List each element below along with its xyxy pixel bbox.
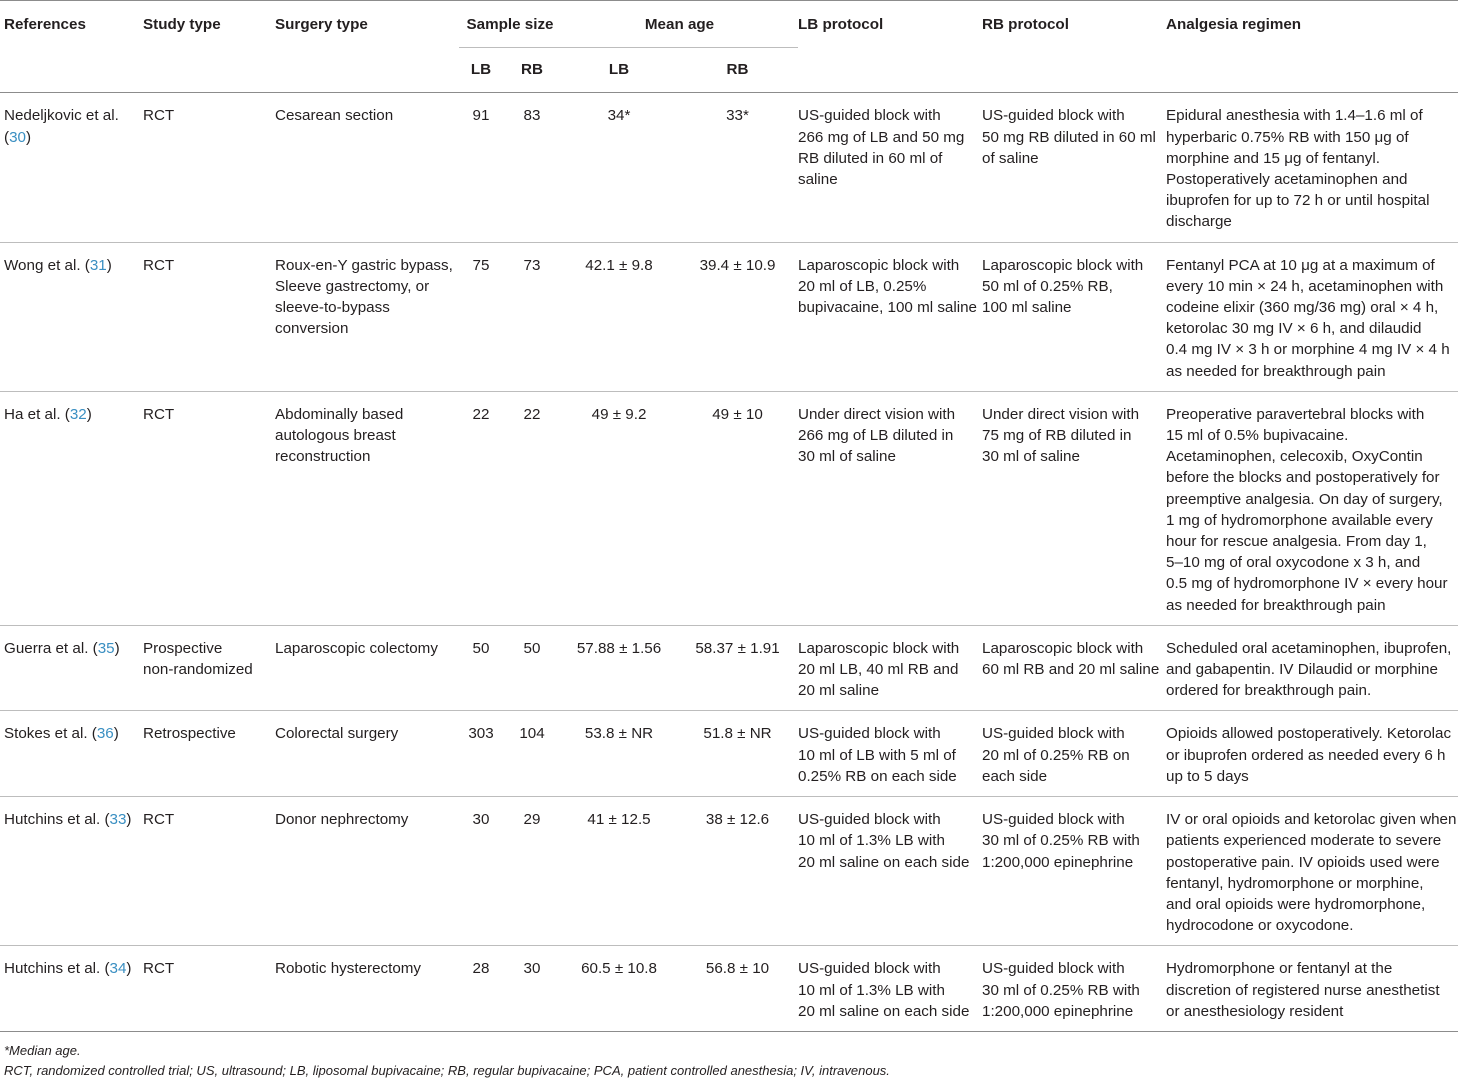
sample-rb-cell: 104 xyxy=(519,725,545,743)
age-rb-cell: 38 ± 12.6 xyxy=(705,811,770,829)
reference-cell xyxy=(0,797,143,946)
sample-rb-cell: 50 xyxy=(523,639,541,657)
reference-cell xyxy=(0,711,143,797)
study-type-cell: RCT xyxy=(143,107,175,125)
reference-link[interactable]: 33 xyxy=(109,811,127,829)
header-lb-protocol: LB protocol xyxy=(798,16,884,33)
age-rb-cell: 49 ± 10 xyxy=(712,405,763,423)
surgery-type-cell: Roux-en-Y gastric bypass, Sleeve gastrectomy, or sleeve-to-bypass conversion xyxy=(275,256,453,338)
analgesia-cell: Epidural anesthesia with 1.4–1.6 ml of hyperbaric 0.75% RB with 150 μg of morphine and 15 μg of fentanyl. Postoperatively acetaminophen and ibuprofen for up to 72 h or until hospital discharge xyxy=(1166,107,1430,231)
footnote-median: *Median age. xyxy=(4,1042,81,1058)
surgery-type-cell: Donor nephrectomy xyxy=(275,811,409,829)
rb-protocol-cell: Laparoscopic block with 60 ml RB and 20 ml saline xyxy=(982,639,1160,679)
reference-name: Stokes et al. ( xyxy=(4,725,97,743)
analgesia-cell: Hydromorphone or fentanyl at the discretion of registered nurse anesthetist or anesthesiology resident xyxy=(1166,960,1440,1020)
lb-protocol-cell: Laparoscopic block with 20 ml LB, 40 ml RB and 20 ml saline xyxy=(798,639,960,700)
table-row xyxy=(0,242,1458,391)
table-footnotes xyxy=(0,1041,1458,1081)
reference-close: ) xyxy=(86,405,92,423)
table-row xyxy=(0,93,1458,242)
reference-close: ) xyxy=(126,811,132,829)
reference-name: Ha et al. ( xyxy=(4,405,70,423)
sample-lb-cell: 50 xyxy=(472,639,490,657)
header-empty-analgesia xyxy=(1166,48,1458,93)
header-references: References xyxy=(4,16,86,33)
lb-protocol-cell: Laparoscopic block with 20 ml of LB, 0.25% bupivacaine, 100 ml saline xyxy=(798,256,978,317)
reference-name: Hutchins et al. ( xyxy=(4,960,110,978)
reference-cell xyxy=(0,946,143,1032)
header-empty-references xyxy=(0,48,143,93)
lb-protocol-cell: US-guided block with 10 ml of 1.3% LB with 20 ml saline on each side xyxy=(798,811,970,871)
age-rb-cell: 33* xyxy=(726,107,749,125)
reference-close: ) xyxy=(25,128,32,146)
reference-link[interactable]: 34 xyxy=(109,960,127,978)
lb-protocol-cell: US-guided block with 266 mg of LB and 50 mg RB diluted in 60 ml of saline xyxy=(798,107,965,189)
reference-cell xyxy=(0,391,143,625)
reference-link[interactable]: 30 xyxy=(9,128,26,146)
sample-lb-cell: 30 xyxy=(472,811,490,829)
sample-lb-cell: 28 xyxy=(472,960,490,978)
rb-protocol-cell: US-guided block with 50 mg RB diluted in 60 ml of saline xyxy=(982,107,1156,167)
rb-protocol-cell: US-guided block with 30 ml of 0.25% RB with 1:200,000 epinephrine xyxy=(982,960,1140,1020)
age-rb-cell: 56.8 ± 10 xyxy=(705,960,770,978)
study-type-cell: RCT xyxy=(143,405,175,423)
age-lb-cell: 53.8 ± NR xyxy=(584,725,654,743)
reference-close: ) xyxy=(126,960,132,978)
reference-cell xyxy=(0,625,143,711)
sample-lb-cell: 75 xyxy=(472,256,490,274)
sample-rb-cell: 83 xyxy=(523,107,541,125)
header-study-type: Study type xyxy=(143,16,221,33)
table-row xyxy=(0,946,1458,1032)
reference-link[interactable]: 35 xyxy=(97,639,115,657)
age-lb-cell: 41 ± 12.5 xyxy=(587,811,651,829)
study-type-cell: RCT xyxy=(143,256,175,274)
age-lb-cell: 60.5 ± 10.8 xyxy=(581,960,657,978)
analgesia-cell: Fentanyl PCA at 10 μg at a maximum of every 10 min × 24 h, acetaminophen with codeine elixir (360 mg/36 mg) oral × 4 h, ketorolac 30 mg IV × 6 h, and dilaudid 0.4 mg IV × 3 h or morphine 4 mg IV × 4 h as needed for breakthrough pain xyxy=(1166,256,1450,380)
analgesia-cell: Scheduled oral acetaminophen, ibuprofen, and gabapentin. IV Dilaudid or morphine ordered for breakthrough pain. xyxy=(1166,639,1452,700)
reference-cell xyxy=(0,93,143,242)
analgesia-cell: Preoperative paravertebral blocks with 15 ml of 0.5% bupivacaine. Acetaminophen, celecoxib, OxyContin before the blocks and postoperatively for preemptive analgesia. On day of surgery, 1 mg of hydromorphone available every hour for rescue analgesia. From day 1, 5–10 mg of oral oxycodone x 3 h, and 0.5 mg of hydromorphone IV × every hour as needed for breakthrough pain xyxy=(1166,405,1448,614)
age-lb-cell: 57.88 ± 1.56 xyxy=(576,639,662,657)
rb-protocol-cell: US-guided block with 20 ml of 0.25% RB on each side xyxy=(982,725,1130,785)
age-lb-cell: 49 ± 9.2 xyxy=(591,405,647,423)
age-rb-cell: 51.8 ± NR xyxy=(703,725,772,743)
reference-close: ) xyxy=(113,725,119,743)
table-body xyxy=(0,93,1458,1032)
header-age-lb: LB xyxy=(608,61,630,79)
header-empty-rb-protocol xyxy=(982,48,1166,93)
sample-rb-cell: 30 xyxy=(523,960,541,978)
table-row xyxy=(0,625,1458,711)
study-type-cell: Prospective non-randomized xyxy=(143,639,253,679)
rb-protocol-cell: US-guided block with 30 ml of 0.25% RB with 1:200,000 epinephrine xyxy=(982,811,1140,871)
surgery-type-cell: Cesarean section xyxy=(275,107,394,125)
age-lb-cell: 42.1 ± 9.8 xyxy=(585,256,653,274)
reference-name: Wong et al. ( xyxy=(4,256,90,274)
table-row xyxy=(0,391,1458,625)
rb-protocol-cell: Laparoscopic block with 50 ml of 0.25% RB, 100 ml saline xyxy=(982,256,1144,317)
lb-protocol-cell: Under direct vision with 266 mg of LB diluted in 30 ml of saline xyxy=(798,405,956,466)
study-type-cell: RCT xyxy=(143,811,175,829)
sample-rb-cell: 29 xyxy=(523,811,541,829)
lb-protocol-cell: US-guided block with 10 ml of 1.3% LB with 20 ml saline on each side xyxy=(798,960,970,1020)
footnote-abbreviations: RCT, randomized controlled trial; US, ultrasound; LB, liposomal bupivacaine; RB, regular bupivacaine; PCA, patient controlled anesthesia; IV, intravenous. xyxy=(4,1062,890,1078)
header-empty-lb-protocol xyxy=(798,48,982,93)
surgery-type-cell: Laparoscopic colectomy xyxy=(275,639,438,657)
header-row-primary xyxy=(0,1,1458,48)
analgesia-cell: Opioids allowed postoperatively. Ketorolac or ibuprofen ordered as needed every 6 h up to 5 days xyxy=(1166,725,1452,785)
reference-close: ) xyxy=(114,639,120,657)
reference-name: Hutchins et al. ( xyxy=(4,811,110,829)
lb-protocol-cell: US-guided block with 10 ml of LB with 5 ml of 0.25% RB on each side xyxy=(798,725,957,785)
sample-lb-cell: 303 xyxy=(468,725,494,743)
analgesia-cell: IV or oral opioids and ketorolac given when patients experienced moderate to severe postoperative pain. IV opioids used were fentanyl, hydromorphone or morphine, and oral opioids were hydromorphone, hydrocodone or oxycodone. xyxy=(1166,811,1457,935)
header-surgery-type: Surgery type xyxy=(275,16,368,33)
header-empty-surgery xyxy=(275,48,459,93)
age-rb-cell: 58.37 ± 1.91 xyxy=(695,639,780,657)
surgery-type-cell: Robotic hysterectomy xyxy=(275,960,422,978)
header-row-secondary xyxy=(0,48,1458,93)
reference-link[interactable]: 32 xyxy=(69,405,87,423)
header-empty-study xyxy=(143,48,275,93)
age-lb-cell: 34* xyxy=(607,107,631,125)
study-type-cell: Retrospective xyxy=(143,725,236,743)
header-analgesia-regimen: Analgesia regimen xyxy=(1166,16,1302,33)
surgery-type-cell: Colorectal surgery xyxy=(275,725,399,743)
header-mean-age: Mean age xyxy=(561,1,798,48)
sample-lb-cell: 91 xyxy=(472,107,490,125)
reference-cell xyxy=(0,242,143,391)
table-row xyxy=(0,797,1458,946)
reference-name: Nedeljkovic et al. ( xyxy=(4,107,119,146)
sample-rb-cell: 73 xyxy=(523,256,541,274)
age-rb-cell: 39.4 ± 10.9 xyxy=(699,256,776,274)
reference-close: ) xyxy=(106,256,112,274)
surgery-type-cell: Abdominally based autologous breast reconstruction xyxy=(275,405,404,466)
sample-lb-cell: 22 xyxy=(472,405,490,423)
header-age-rb: RB xyxy=(726,61,749,79)
header-sample-size: Sample size xyxy=(459,1,561,48)
table-row xyxy=(0,711,1458,797)
table-header xyxy=(0,1,1458,93)
study-type-cell: RCT xyxy=(143,960,175,978)
header-sample-rb: RB xyxy=(521,61,543,79)
sample-rb-cell: 22 xyxy=(523,405,541,423)
reference-link[interactable]: 36 xyxy=(96,725,114,743)
rb-protocol-cell: Under direct vision with 75 mg of RB diluted in 30 ml of saline xyxy=(982,405,1140,466)
reference-name: Guerra et al. ( xyxy=(4,639,98,657)
reference-link[interactable]: 31 xyxy=(89,256,107,274)
header-rb-protocol: RB protocol xyxy=(982,16,1069,33)
header-sample-lb: LB xyxy=(470,61,492,79)
